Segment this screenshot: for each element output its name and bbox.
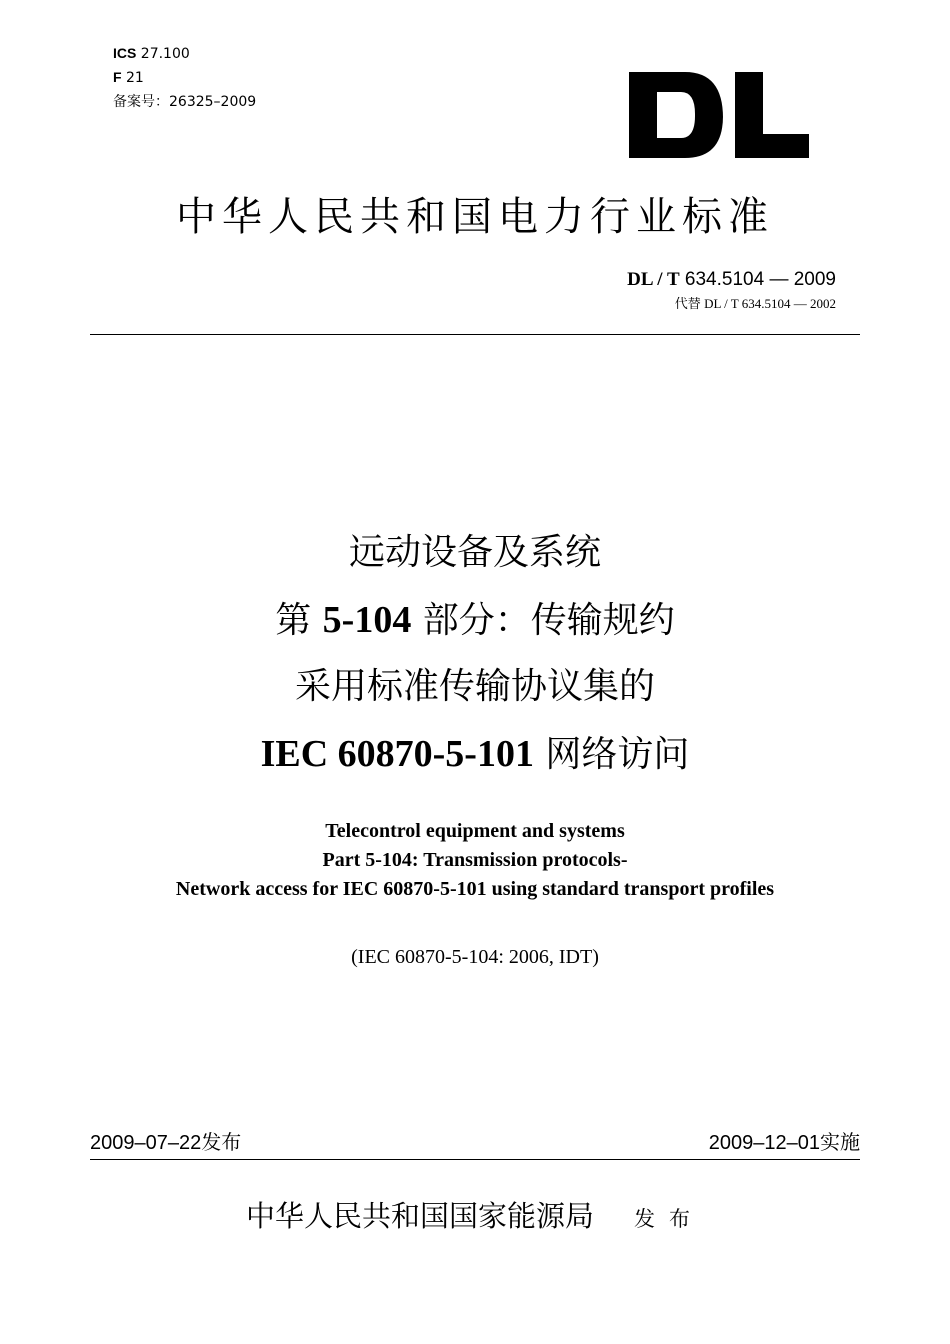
publisher bbox=[0, 1196, 950, 1239]
title-zh-iec-ref: IEC 60870-5-101 bbox=[260, 733, 534, 775]
issue-date-value: 2009–07–22 bbox=[90, 1132, 202, 1154]
publisher-action: 发布 bbox=[634, 1207, 704, 1231]
title-zh-line-1: 远动设备及系统 bbox=[348, 532, 601, 573]
title-zh-line-2-c: 部分：传输规约 bbox=[411, 600, 675, 641]
publisher-name: 中华人民共和国国家能源局 bbox=[245, 1199, 594, 1233]
record-value: 26325–2009 bbox=[169, 94, 257, 110]
header-divider bbox=[90, 334, 860, 335]
classification-code bbox=[113, 69, 144, 86]
industry-title: 中华人民共和国电力行业标准 bbox=[176, 194, 774, 240]
dl-logo bbox=[623, 52, 813, 162]
standard-code-prefix: DL / T bbox=[627, 269, 680, 290]
implementation-date bbox=[709, 1129, 860, 1156]
class-prefix: F bbox=[113, 69, 122, 85]
ics-prefix: ICS bbox=[113, 45, 137, 61]
issue-date bbox=[90, 1129, 241, 1156]
standard-code-number: 634.5104 — 2009 bbox=[684, 269, 836, 290]
logo-letter-d bbox=[629, 72, 723, 158]
title-zh-line-3: 采用标准传输协议集的 bbox=[294, 666, 655, 707]
title-en-line-3: Network access for IEC 60870-5-101 using standard transport profiles bbox=[175, 878, 775, 900]
equivalence-note: (IEC 60870-5-104: 2006, IDT) bbox=[351, 946, 599, 968]
title-zh-line-4 bbox=[0, 731, 950, 778]
standard-number bbox=[627, 268, 836, 292]
issue-date-label: 发布 bbox=[201, 1130, 242, 1154]
replaces-value: DL / T 634.5104 — 2002 bbox=[704, 296, 836, 311]
title-en-line-1: Telecontrol equipment and systems bbox=[325, 820, 625, 842]
impl-date-label: 实施 bbox=[820, 1130, 860, 1154]
ics-value: 27.100 bbox=[140, 46, 190, 62]
title-zh-part-number: 5-104 bbox=[322, 599, 412, 641]
title-en-line-2: Part 5-104: Transmission protocols- bbox=[322, 849, 628, 871]
record-label: 备案号： bbox=[113, 94, 169, 110]
logo-letter-l bbox=[735, 72, 809, 158]
impl-date-value: 2009–12–01 bbox=[708, 1132, 820, 1154]
footer-divider bbox=[90, 1159, 860, 1160]
replaces-label: 代替 bbox=[674, 296, 701, 311]
title-zh-line-2-a: 第 bbox=[275, 600, 323, 641]
replaces-standard bbox=[675, 296, 836, 312]
title-zh-line-2 bbox=[0, 597, 950, 644]
ics-code bbox=[113, 45, 190, 62]
record-number bbox=[113, 94, 256, 110]
class-value: 21 bbox=[126, 70, 144, 86]
title-zh-line-4-b: 网络访问 bbox=[533, 734, 690, 775]
